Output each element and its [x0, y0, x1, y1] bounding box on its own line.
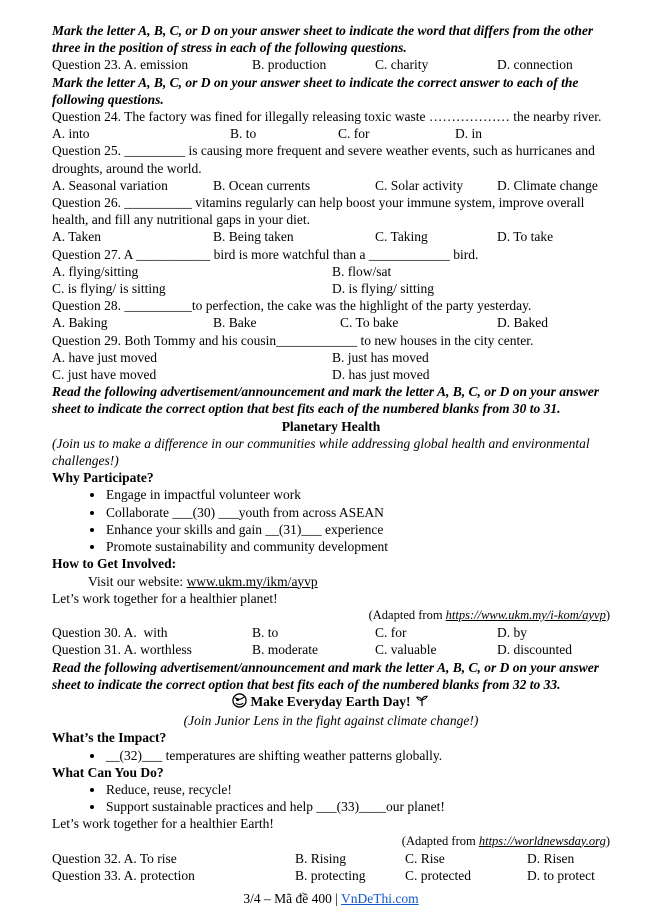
ad1-title: Planetary Health	[281, 418, 381, 434]
question-24-option-a: A. into	[52, 126, 90, 142]
list-item: • Reduce, reuse, recycle!	[105, 781, 610, 798]
ad2-title: Make Everyday Earth Day!	[250, 693, 411, 709]
question-30-option-c: C. for	[375, 625, 407, 641]
ad2-impact-list	[52, 747, 610, 764]
question-28-option-d: D. Baked	[497, 315, 548, 331]
ad2-subtitle: (Join Junior Lens in the fight against climate change!)	[183, 713, 479, 729]
question-28-stem: Question 28. __________to perfection, the cake was the highlight of the party yesterday.	[52, 298, 532, 314]
list-item: • Promote sustainability and community development	[105, 538, 610, 555]
seedling-icon	[414, 693, 430, 712]
source-link[interactable]: https://www.ukm.my/i-kom/ayvp	[445, 607, 606, 622]
question-31-option-d: D. discounted	[497, 642, 572, 658]
instruction-cloze-32-33: Read the following advertisement/announcement and mark the letter A, B, C, or D on your answer sheet to indicate the correct option that best fits each of the numbered blanks from 32 to 33.	[52, 659, 600, 692]
list-item: • Collaborate ___(30) ___youth from across ASEAN	[105, 504, 610, 521]
question-30-option-a: Question 30. A. with	[52, 625, 168, 641]
source-suffix: )	[605, 833, 610, 848]
question-32-option-d: D. Risen	[527, 850, 575, 866]
question-24-stem: Question 24. The factory was fined for illegally releasing toxic waste ……………… the nearby river.	[52, 109, 602, 125]
question-27-options-ab	[52, 263, 610, 280]
question-32-option-c: C. Rise	[405, 850, 445, 866]
question-23-option-c: C. charity	[375, 57, 429, 73]
question-23-option-a: Question 23. A. emission	[52, 57, 189, 73]
question-27-options-cd	[52, 280, 610, 297]
question-26-options	[52, 228, 610, 245]
question-31-option-c: C. valuable	[375, 642, 437, 658]
question-28-option-b: B. Bake	[213, 315, 257, 331]
question-31-row	[52, 641, 610, 658]
question-29-option-b: B. just has moved	[332, 349, 429, 365]
instruction-cloze-30-31: Read the following advertisement/announcement and mark the letter A, B, C, or D on your answer sheet to indicate the correct option that best fits each of the numbered blanks from 30 to 31.	[52, 384, 600, 417]
question-27-option-b: B. flow/sat	[332, 263, 392, 279]
question-30-option-d: D. by	[497, 625, 527, 641]
list-item: • Engage in impactful volunteer work	[105, 486, 610, 503]
question-28-options	[52, 314, 610, 331]
ad1-source-line	[52, 607, 610, 624]
ad2-action-list	[52, 781, 610, 815]
question-27-stem: Question 27. A ___________ bird is more watchful than a ____________ bird.	[52, 246, 479, 262]
question-29-option-c: C. just have moved	[52, 367, 157, 383]
ad2-source-line	[52, 833, 610, 850]
source-prefix: (Adapted from	[368, 607, 446, 622]
question-33-option-a: Question 33. A. protection	[52, 867, 195, 883]
question-25-option-d: D. Climate change	[497, 177, 598, 193]
instruction-correct-answer: Mark the letter A, B, C, or D on your answer sheet to indicate the correct answer to each of the following questions.	[52, 74, 579, 107]
question-25-option-b: B. Ocean currents	[213, 177, 311, 193]
question-29-options-cd	[52, 366, 610, 383]
question-27-option-c: C. is flying/ is sitting	[52, 281, 166, 297]
question-33-row	[52, 867, 610, 884]
question-29-option-d: D. has just moved	[332, 367, 430, 383]
question-29-stem: Question 29. Both Tommy and his cousin____________ to new houses in the city center.	[52, 332, 534, 348]
page-number: 3/4 – Mã đề 400 |	[243, 891, 342, 907]
ad2-title-line	[52, 693, 610, 712]
question-30-row	[52, 624, 610, 641]
question-26-stem: Question 26. __________ vitamins regularly can help boost your immune system, improve overall health, and fill any nutritional gaps in your diet.	[52, 195, 588, 228]
question-26-option-c: C. Taking	[375, 229, 428, 245]
question-33-option-c: C. protected	[405, 867, 471, 883]
list-item: • Support sustainable practices and help ___(33)____our planet!	[105, 798, 610, 815]
question-30-option-b: B. to	[252, 625, 279, 641]
question-31-option-a: Question 31. A. worthless	[52, 642, 192, 658]
question-23-option-d: D. connection	[497, 57, 573, 73]
question-29-options-ab	[52, 349, 610, 366]
list-item: • Enhance your skills and gain __(31)___ experience	[105, 521, 610, 538]
footer-site-link[interactable]: VnDeThi.com	[341, 891, 419, 907]
ad1-bullet-list	[52, 486, 610, 555]
ad1-closing: Let’s work together for a healthier planet!	[52, 590, 278, 606]
question-25-option-c: C. Solar activity	[375, 177, 464, 193]
question-33-option-d: D. to protect	[527, 867, 595, 883]
question-26-option-b: B. Being taken	[213, 229, 294, 245]
source-link[interactable]: https://worldnewsday.org	[478, 833, 606, 848]
ad2-action-heading: What Can You Do?	[52, 764, 164, 780]
question-25-stem: Question 25. _________ is causing more frequent and severe weather events, such as hurricanes and droughts, around the world.	[52, 143, 599, 176]
question-32-option-b: B. Rising	[295, 850, 347, 866]
instruction-stress: Mark the letter A, B, C, or D on your answer sheet to indicate the word that differs from the other three in the position of stress in each of the following questions.	[52, 23, 594, 56]
ad1-website-line	[52, 573, 610, 590]
ad2-closing: Let’s work together for a healthier Earth!	[52, 816, 274, 832]
earth-globe-icon	[232, 693, 247, 712]
ad1-subtitle: (Join us to make a difference in our communities while addressing global health and environmental challenges!)	[52, 435, 590, 469]
ad1-how-heading: How to Get Involved:	[52, 556, 177, 572]
ad1-why-heading: Why Participate?	[52, 470, 154, 486]
question-24-option-b: B. to	[230, 126, 257, 142]
question-23-row	[52, 56, 610, 73]
list-item: • __(32)___ temperatures are shifting weather patterns globally.	[105, 747, 610, 764]
question-26-option-a: A. Taken	[52, 229, 102, 245]
website-label: Visit our website:	[88, 573, 187, 589]
question-23-option-b: B. production	[252, 57, 327, 73]
source-suffix: )	[605, 607, 610, 622]
question-24-option-d: D. in	[455, 126, 482, 142]
question-32-row	[52, 850, 610, 867]
question-25-option-a: A. Seasonal variation	[52, 177, 168, 193]
website-link[interactable]: www.ukm.my/ikm/ayvp	[186, 573, 318, 589]
question-24-options	[52, 125, 610, 142]
question-28-option-a: A. Baking	[52, 315, 108, 331]
question-31-option-b: B. moderate	[252, 642, 318, 658]
page-footer	[52, 890, 610, 907]
question-24-option-c: C. for	[338, 126, 370, 142]
ad2-impact-heading: What’s the Impact?	[52, 730, 167, 746]
question-28-option-c: C. To bake	[340, 315, 399, 331]
question-33-option-b: B. protecting	[295, 867, 366, 883]
question-32-option-a: Question 32. A. To rise	[52, 850, 177, 866]
question-27-option-d: D. is flying/ sitting	[332, 281, 435, 297]
question-26-option-d: D. To take	[497, 229, 554, 245]
question-29-option-a: A. have just moved	[52, 349, 157, 365]
question-25-options	[52, 177, 610, 194]
source-prefix: (Adapted from	[401, 833, 479, 848]
question-27-option-a: A. flying/sitting	[52, 263, 139, 279]
